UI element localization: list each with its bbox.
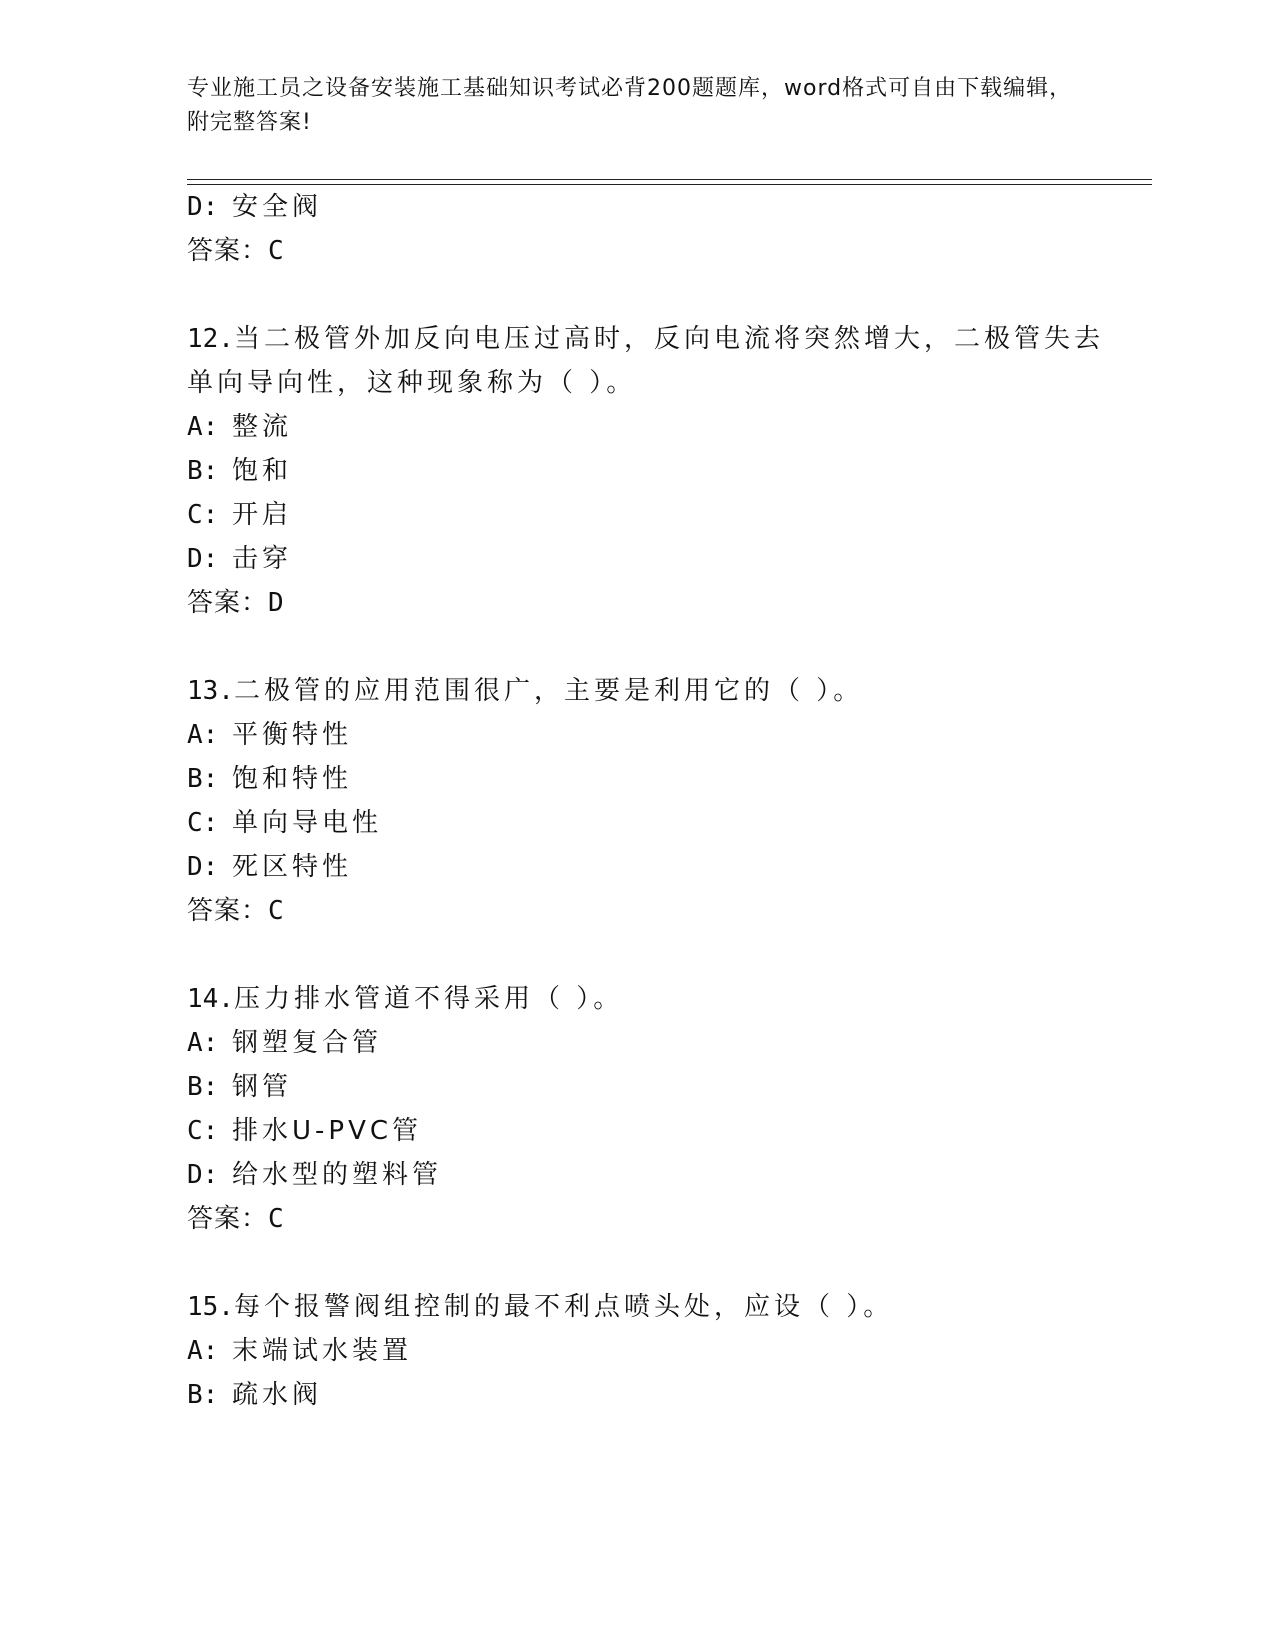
option-key: A: — [187, 1028, 219, 1058]
option-text: 排水U-PVC管 — [232, 1116, 423, 1146]
question-text: 二极管的应用范围很广，主要是利用它的（ ）。 — [233, 676, 864, 706]
question-number: 14. — [187, 984, 234, 1014]
option-text: 末端试水装置 — [232, 1336, 413, 1366]
option-key: A: — [187, 720, 219, 750]
option-key: D: — [187, 852, 219, 882]
option-text: 疏水阀 — [232, 1380, 323, 1410]
q12-option-b — [187, 454, 292, 488]
option-key: C: — [187, 808, 219, 838]
header-rule-top — [187, 179, 1152, 180]
option-key: B: — [187, 764, 219, 794]
answer-label: 答案： — [187, 1204, 269, 1234]
option-key: C: — [187, 500, 219, 530]
q14-option-a — [187, 1026, 382, 1060]
prev-answer — [187, 234, 285, 268]
option-text: 死区特性 — [232, 852, 353, 882]
option-text: 开启 — [232, 500, 293, 530]
question-number: 13. — [187, 676, 234, 706]
q12-option-c — [187, 498, 292, 532]
question-13-line-1 — [187, 674, 863, 708]
q14-option-d — [187, 1158, 442, 1192]
q14-option-b — [187, 1070, 292, 1104]
answer-value: D — [268, 588, 285, 618]
question-number: 15. — [187, 1292, 234, 1322]
question-12-line-1 — [187, 322, 1104, 356]
option-key: D: — [187, 1160, 219, 1190]
option-text: 平衡特性 — [232, 720, 353, 750]
option-key: A: — [187, 1336, 219, 1366]
answer-value: C — [268, 896, 285, 926]
q13-option-a — [187, 718, 352, 752]
prev-option-d — [187, 190, 322, 224]
question-number: 12. — [187, 324, 234, 354]
answer-value: C — [268, 236, 285, 266]
option-text: 击穿 — [232, 544, 293, 574]
option-text: 饱和特性 — [232, 764, 353, 794]
option-text: 给水型的塑料管 — [232, 1160, 443, 1190]
option-key: A: — [187, 412, 219, 442]
q15-option-a — [187, 1334, 412, 1368]
question-text: 当二极管外加反向电压过高时，反向电流将突然增大，二极管失去 — [233, 324, 1104, 354]
answer-label: 答案： — [187, 896, 269, 926]
question-text: 压力排水管道不得采用（ ）。 — [233, 984, 624, 1014]
q13-option-d — [187, 850, 352, 884]
option-text: 单向导电性 — [232, 808, 383, 838]
header-rule-bottom — [187, 184, 1152, 185]
q13-option-c — [187, 806, 382, 840]
option-key: B: — [187, 1072, 219, 1102]
question-15-line-1 — [187, 1290, 893, 1324]
option-text: 钢管 — [232, 1072, 293, 1102]
q12-option-a — [187, 410, 292, 444]
question-text: 每个报警阀组控制的最不利点喷头处，应设（ ）。 — [233, 1292, 894, 1322]
question-14-line-1 — [187, 982, 623, 1016]
page-header: 专业施工员之设备安装施工基础知识考试必背200题题库，word格式可自由下载编辑，附完整答案! — [187, 76, 1073, 135]
q12-option-d — [187, 542, 292, 576]
q13-option-b — [187, 762, 352, 796]
option-text: 饱和 — [232, 456, 293, 486]
answer-label: 答案： — [187, 588, 269, 618]
option-key: C: — [187, 1116, 219, 1146]
q14-answer — [187, 1202, 285, 1236]
answer-value: C — [268, 1204, 285, 1234]
option-key: D: — [187, 544, 219, 574]
option-text: 钢塑复合管 — [232, 1028, 383, 1058]
q14-option-c — [187, 1114, 422, 1148]
option-key: B: — [187, 456, 219, 486]
q13-answer — [187, 894, 285, 928]
question-12-line-2: 单向导向性，这种现象称为（ ）。 — [187, 368, 637, 398]
answer-label: 答案： — [187, 236, 269, 266]
option-key: D: — [187, 192, 219, 222]
q15-option-b — [187, 1378, 322, 1412]
option-text: 安全阀 — [232, 192, 323, 222]
q12-answer — [187, 586, 285, 620]
option-text: 整流 — [232, 412, 293, 442]
option-key: B: — [187, 1380, 219, 1410]
